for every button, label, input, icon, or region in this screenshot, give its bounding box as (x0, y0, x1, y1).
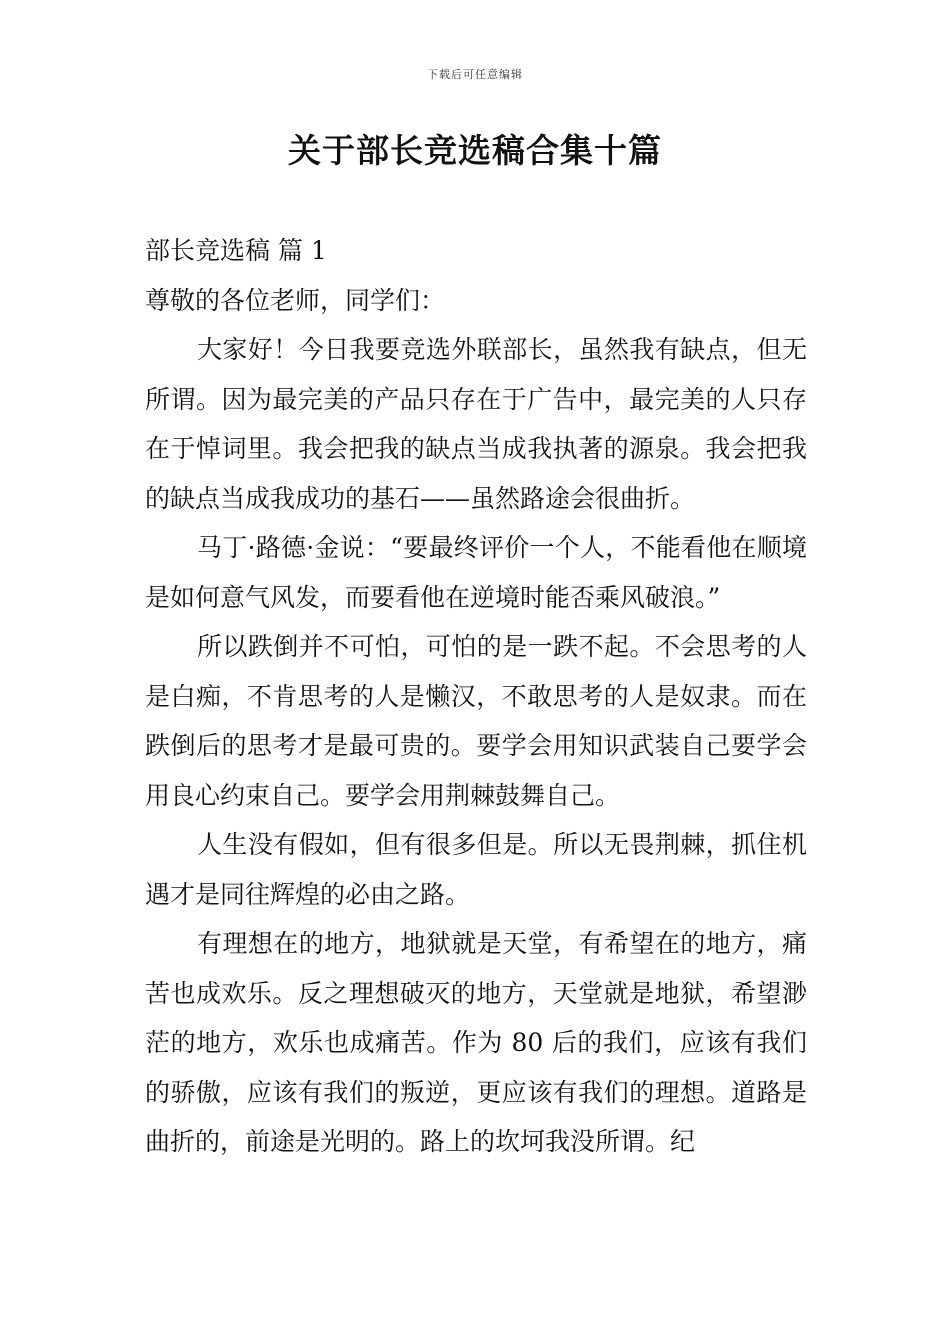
paragraph-3: 所以跌倒并不可怕，可怕的是一跌不起。不会思考的人是白痴，不肯思考的人是懒汉，不敢思考的人是奴隶。而在跌倒后的思考才是最可贵的。要学会用知识武装自己要学会用良心约束自己。要学会用荆棘鼓舞自己。 (145, 632, 807, 810)
paragraph-1: 大家好！今日我要竞选外联部长，虽然我有缺点，但无所谓。因为最完美的产品只存在于广告中，最完美的人只存在于悼词里。我会把我的缺点当成我执著的源泉。我会把我的缺点当成我成功的基石——虽然路途会很曲折。 (145, 335, 807, 513)
paragraph-2: 马丁·路德·金说：“要最终评价一个人，不能看他在顺境是如何意气风发，而要看他在逆境时能否乘风破浪。” (145, 533, 807, 612)
greeting-line: 尊敬的各位老师，同学们： (145, 285, 446, 315)
paragraph-4: 人生没有假如，但有很多但是。所以无畏荆棘，抓住机遇才是同往辉煌的必由之路。 (145, 830, 807, 909)
header-note: 下载后可任意编辑 (427, 68, 523, 81)
document-body (145, 226, 807, 1167)
document-title: 关于部长竞选稿合集十篇 (288, 131, 662, 170)
paragraph-5: 有理想在的地方，地狱就是天堂，有希望在的地方，痛苦也成欢乐。反之理想破灭的地方，天堂就是地狱，希望渺茫的地方，欢乐也成痛苦。作为 80 后的我们，应该有我们的骄傲，应该有我们的叛逆，更应该有我们的理想。道路是曲折的，前途是光明的。路上的坎坷我没所谓。纪 (145, 929, 807, 1156)
section-heading: 部长竞选稿 篇 1 (145, 236, 327, 265)
